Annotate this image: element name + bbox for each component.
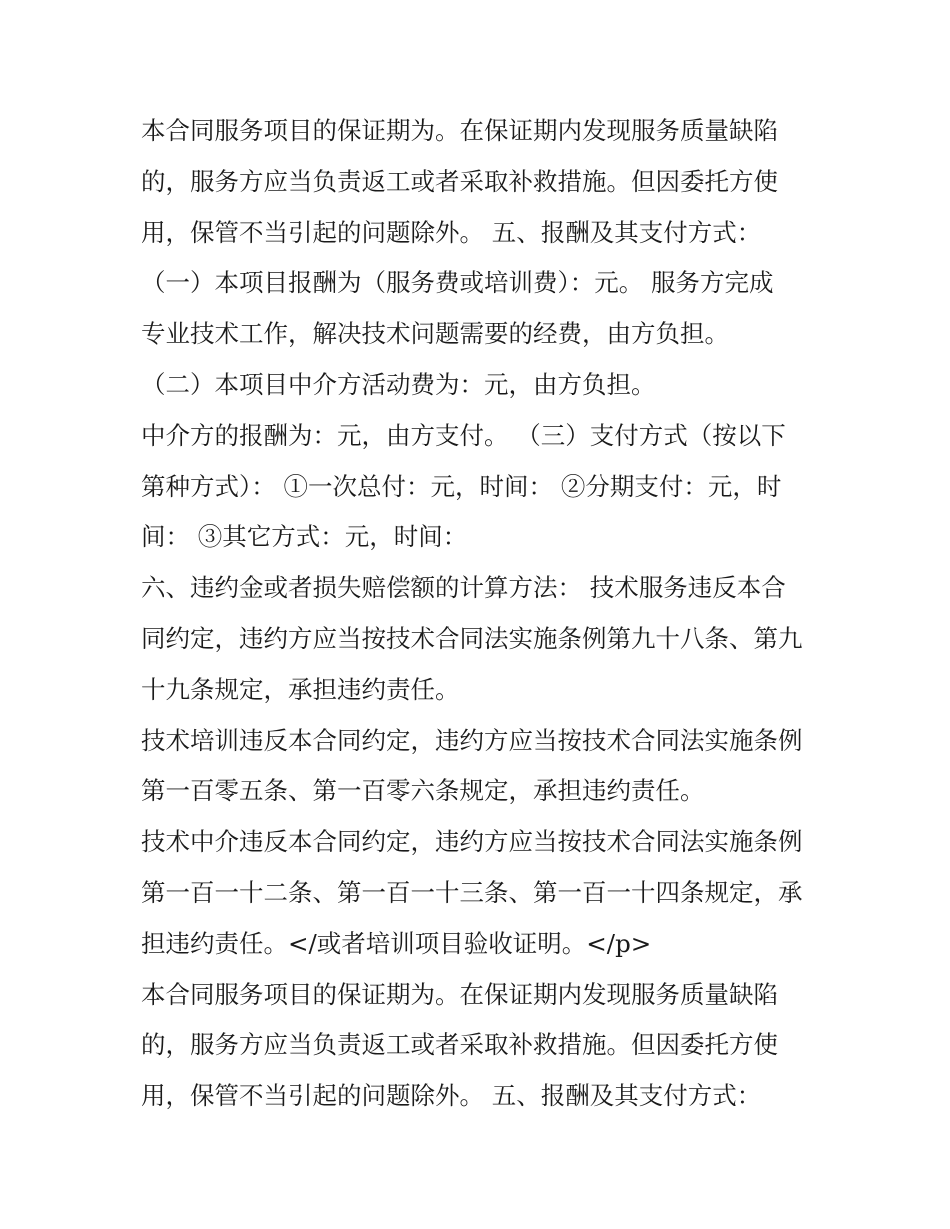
text-line: 本合同服务项目的保证期为。在保证期内发现服务质量缺陷 [141, 979, 778, 1009]
text-line: 第种方式）： ①一次总付：元，时间： ②分期支付：元，时 [141, 471, 782, 501]
text-line: 担违约责任。</或者培训项目验收证明。</p> [141, 928, 652, 958]
text-line: 的，服务方应当负责返工或者采取补救措施。但因委托方使 [141, 1030, 778, 1060]
text-line: （二）本项目中介方活动费为：元，由方负担。 [141, 369, 656, 399]
text-line: 用，保管不当引起的问题除外。 五、报酬及其支付方式： [141, 1081, 762, 1111]
text-line: （一）本项目报酬为（服务费或培训费）：元。 服务方完成 [141, 268, 774, 298]
text-line: 间： ③其它方式：元，时间： [141, 522, 468, 552]
text-line: 用，保管不当引起的问题除外。 五、报酬及其支付方式： [141, 217, 762, 247]
text-line: 六、违约金或者损失赔偿额的计算方法： 技术服务违反本合 [141, 573, 786, 603]
text-line: 第一百零五条、第一百零六条规定，承担违约责任。 [141, 776, 705, 806]
text-line: 同约定，违约方应当按技术合同法实施条例第九十八条、第九 [141, 623, 803, 653]
contract-text-body [141, 106, 831, 1122]
text-line: 专业技术工作，解决技术问题需要的经费，由方负担。 [141, 319, 729, 349]
text-line: 十九条规定，承担违约责任。 [141, 674, 460, 704]
text-line: 第一百一十二条、第一百一十三条、第一百一十四条规定，承 [141, 877, 803, 907]
text-line: 技术培训违反本合同约定，违约方应当按技术合同法实施条例 [141, 725, 803, 755]
text-line: 技术中介违反本合同约定，违约方应当按技术合同法实施条例 [141, 827, 803, 857]
text-line: 的，服务方应当负责返工或者采取补救措施。但因委托方使 [141, 166, 778, 196]
text-line: 中介方的报酬为：元，由方支付。 （三）支付方式（按以下 [141, 420, 786, 450]
text-line: 本合同服务项目的保证期为。在保证期内发现服务质量缺陷 [141, 116, 778, 145]
